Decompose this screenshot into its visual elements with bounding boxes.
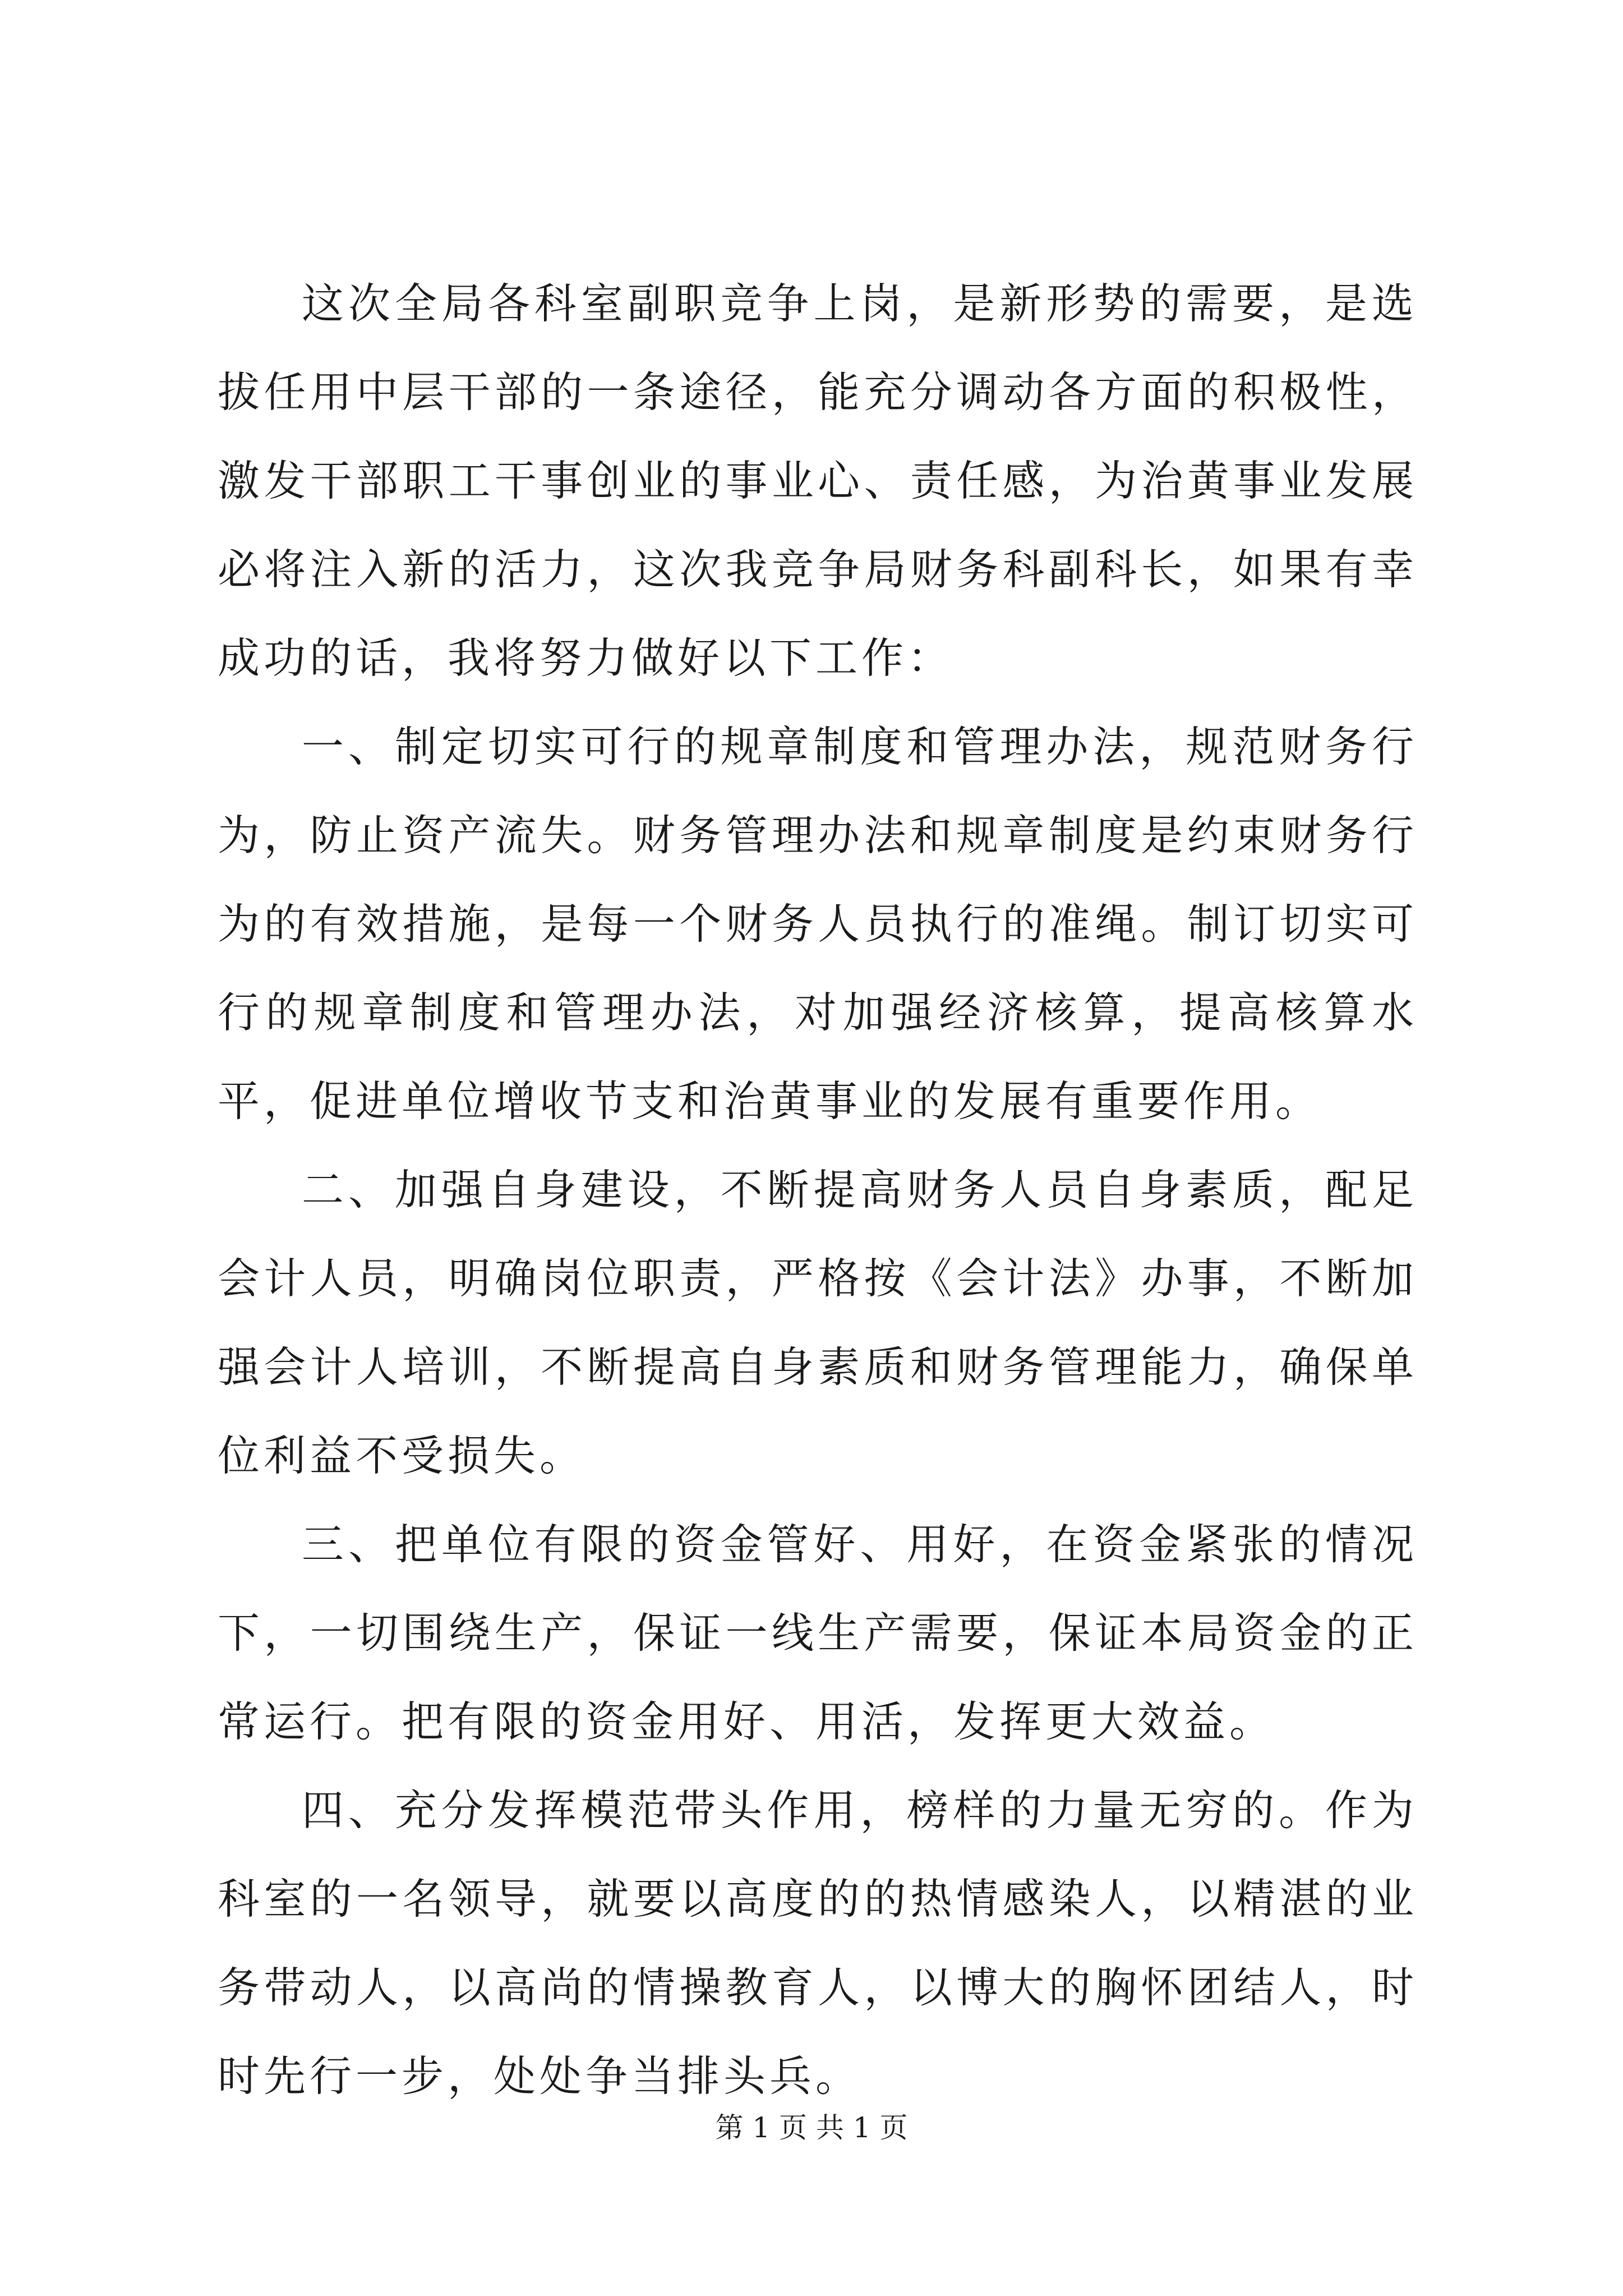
paragraph-item-4: 四、充分发挥模范带头作用，榜样的力量无穷的。作为科室的一名领导，就要以高度的的热情感染人，以精湛的业务带动人，以高尚的情操教育人，以博大的胸怀团结人，时时先行一步，处处争当排头兵。	[218, 1786, 1418, 2101]
paragraph-intro: 这次全局各科室副职竞争上岗，是新形势的需要，是选拔任用中层干部的一条途径，能充分调动各方面的积极性，激发干部职工干事创业的事业心、责任感，为治黄事业发展必将注入新的活力，这次我竞争局财务科副科长，如果有幸成功的话，我将努力做好以下工作：	[218, 279, 1418, 683]
paragraph-item-3: 三、把单位有限的资金管好、用好，在资金紧张的情况下，一切围绕生产，保证一线生产需要，保证本局资金的正常运行。把有限的资金用好、用活，发挥更大效益。	[218, 1520, 1418, 1746]
paragraph-item-2: 二、加强自身建设，不断提高财务人员自身素质，配足会计人员，明确岗位职责，严格按《会计法》办事，不断加强会计人培训，不断提高自身素质和财务管理能力，确保单位利益不受损失。	[218, 1165, 1418, 1480]
document-body	[218, 259, 1418, 2120]
page-footer: 第 1 页 共 1 页	[715, 2111, 908, 2144]
paragraph-item-1: 一、制定切实可行的规章制度和管理办法，规范财务行为，防止资产流失。财务管理办法和规章制度是约束财务行为的有效措施，是每一个财务人员执行的准绳。制订切实可行的规章制度和管理办法，对加强经济核算，提高核算水平，促进单位增收节支和治黄事业的发展有重要作用。	[218, 722, 1418, 1126]
